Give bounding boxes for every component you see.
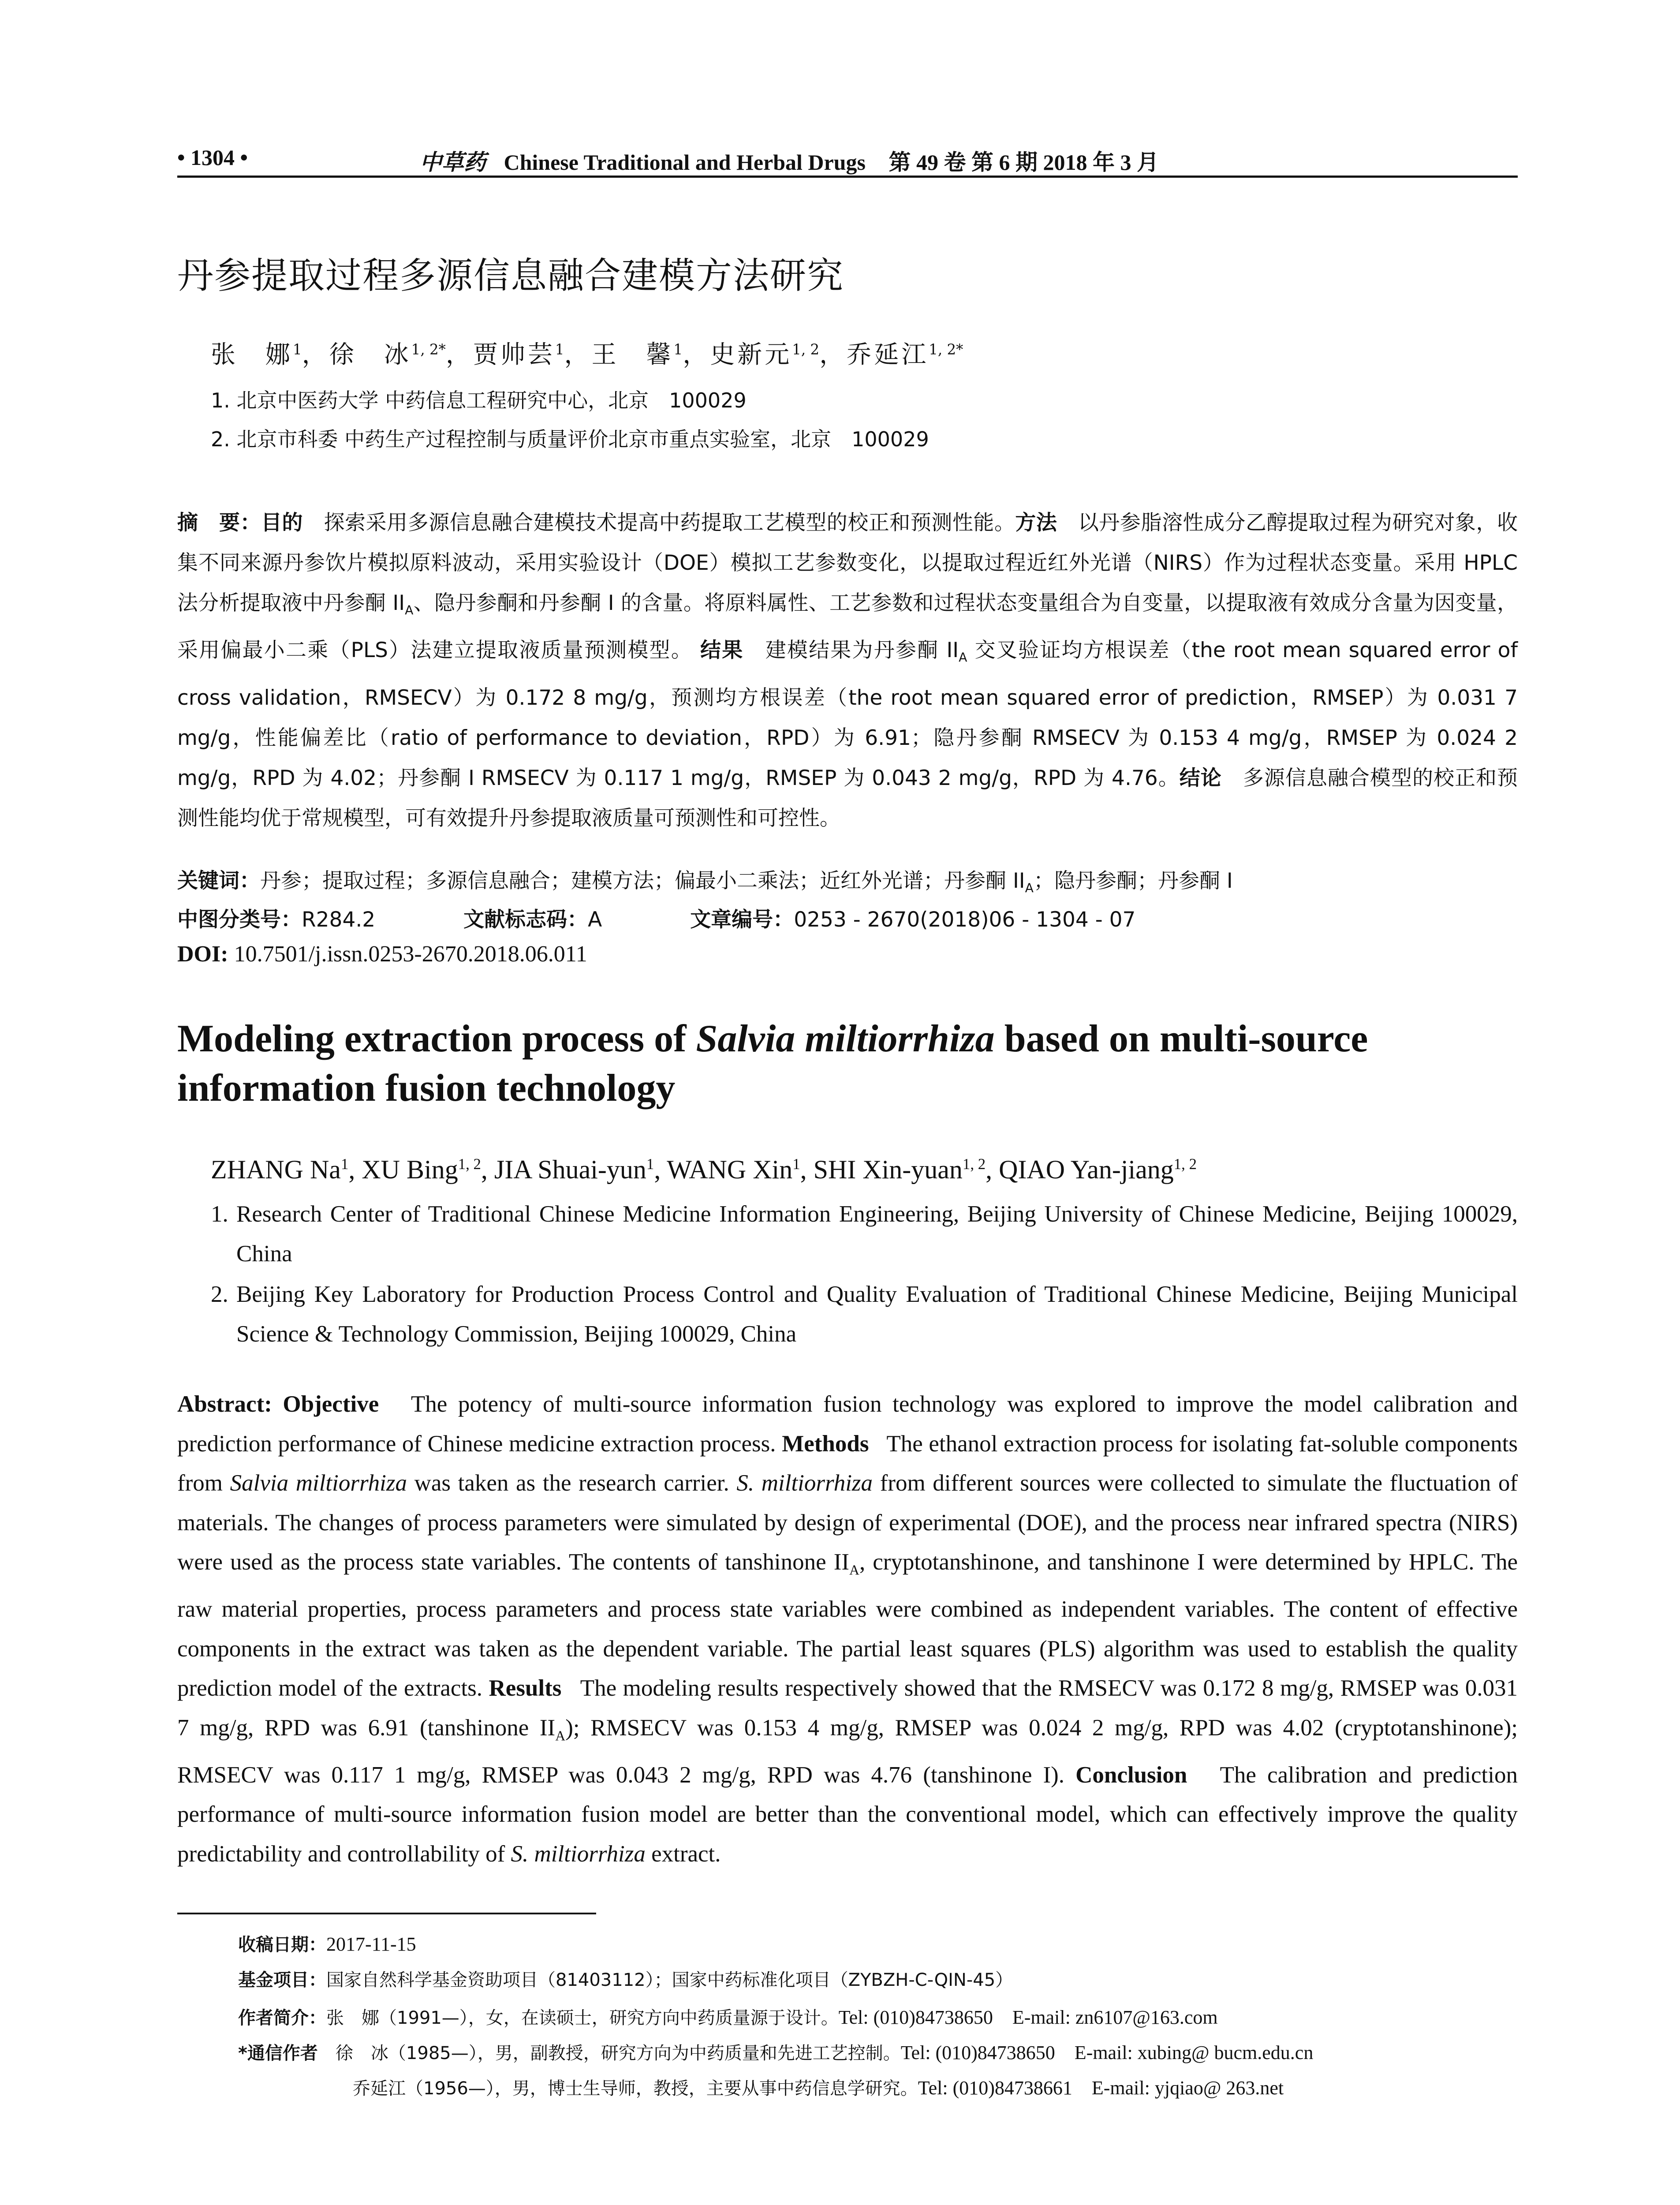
doi-line: DOI: 10.7501/j.issn.0253-2670.2018.06.011	[177, 942, 587, 967]
footnote-rule	[177, 1913, 596, 1914]
cn-title: 丹参提取过程多源信息融合建模方法研究	[177, 255, 844, 297]
footnote-corresponding-2: 乔延江（1956—），男，博士生导师，教授，主要从事中药信息学研究。Tel: (010)84738661 E-mail: yjqiao@ 263.net	[353, 2077, 1284, 2099]
cn-abstract: 摘 要：目的 探索采用多源信息融合建模技术提高中药提取工艺模型的校正和预测性能。方法 以丹参脂溶性成分乙醇提取过程为研究对象，收集不同来源丹参饮片模拟原料波动，采用实验设计（DOE）模拟工艺参数变化，以提取过程近红外光谱（NIRS）作为过程状态变量。采用 HPLC 法分析提取液中丹参酮 $II_A$、隐丹参酮和丹参酮 I 的含量。将原料属性、工艺参数和过程状态变量组合为自变量，以提取液有效成分含量为因变量，采用偏最小二乘（PLS）法建立提取液质量预测模型。 结果 建模结果为丹参酮 $II_A$ 交叉验证均方根误差（the root mean squared error of cross validation，RMSECV）为 0.172 8 mg/g，预测均方根误差（the root mean squared error of prediction，RMSEP）为 0.031 7 mg/g，性能偏差比（ratio of performance to deviation，RPD）为 6.91；隐丹参酮 RMSECV 为 0.153 4 mg/g，RMSEP 为 0.024 2 mg/g，RPD 为 4.02；丹参酮 I RMSECV 为 0.117 1 mg/g，RMSEP 为 0.043 2 mg/g，RPD 为 4.76。结论 多源信息融合模型的校正和预测性能均优于常规模型，可有效提升丹参提取液质量可预测性和可控性。	[177, 511, 1518, 830]
en-author: XU Bing$^{1, 2}$	[362, 1155, 481, 1184]
cn-author: 徐 冰$^{1, 2*}$	[329, 340, 446, 369]
en-affiliation: 1. Research Center of Traditional Chinese Medicine Information Engineering, Beijing University of Chinese Medicine, Beijing 100029, China	[211, 1201, 1518, 1267]
en-title: Modeling extraction process of Salvia miltiorrhiza based on multi-source information fusion technology	[177, 1017, 1368, 1110]
cn-results-label: 结果	[700, 638, 744, 663]
cn-methods-label: 方法	[1015, 511, 1057, 535]
journal-logo: 中草药	[420, 149, 486, 175]
en-abstract-label: Abstract:	[177, 1391, 272, 1417]
page-number: • 1304 •	[177, 145, 248, 170]
en-author: SHI Xin-yuan$^{1, 2}$	[813, 1155, 986, 1184]
cn-abstract-label: 摘 要：	[177, 511, 261, 535]
en-objective-label: Objective	[283, 1391, 379, 1417]
cn-author: 乔延江$^{1, 2*}$	[847, 340, 963, 369]
cn-keywords: 关键词：丹参；提取过程；多源信息融合；建模方法；偏最小二乘法；近红外光谱；丹参酮 $II_A$；隐丹参酮；丹参酮 I	[177, 869, 1233, 896]
en-author: ZHANG Na$^1$	[211, 1155, 349, 1184]
cn-author: 张 娜$^1$	[211, 340, 302, 369]
cn-author-list: 张 娜$^1$，徐 冰$^{1, 2*}$，贾帅芸$^1$，王 馨$^1$，史新元$^{1, 2}$，乔延江$^{1, 2*}$	[211, 340, 963, 369]
journal-name: Chinese Traditional and Herbal Drugs	[504, 150, 866, 175]
footnote-author: 作者简介：张 娜（1991—），女，在读硕士，研究方向中药质量源于设计。Tel: (010)84738650 E-mail: zn6107@163.com	[238, 2007, 1218, 2028]
cn-classification: 中图分类号：R284.2 文献标志码：A 文章编号：0253 - 2670(2018)06 - 1304 - 07	[177, 908, 1136, 932]
cn-author: 史新元$^{1, 2}$	[710, 340, 820, 369]
footnote-corresponding-1: *通信作者 徐 冰（1985—），男，副教授，研究方向为中药质量和先进工艺控制。Tel: (010)84738650 E-mail: xubing@ bucm.edu.cn	[238, 2042, 1314, 2063]
footnote-fund: 基金项目：国家自然科学基金资助项目（81403112）；国家中药标准化项目（ZYBZH-C-QIN-45）	[238, 1970, 1013, 1990]
en-conclusion-label: Conclusion	[1075, 1762, 1187, 1788]
en-author-list: ZHANG Na$^1$, XU Bing$^{1, 2}$, JIA Shuai-yun$^1$, WANG Xin$^1$, SHI Xin-yuan$^{1, 2}$, QIAO Yan-jiang$^{1, 2}$	[211, 1155, 1197, 1184]
en-author: QIAO Yan-jiang$^{1, 2}$	[999, 1155, 1197, 1184]
en-results-label: Results	[489, 1675, 562, 1701]
cn-objective-text: 探索采用多源信息融合建模技术提高中药提取工艺模型的校正和预测性能。	[324, 511, 1015, 535]
header-rule	[177, 176, 1518, 178]
en-methods-label: Methods	[782, 1431, 869, 1457]
running-header	[177, 140, 1518, 180]
issue-info: 第 49 卷 第 6 期 2018 年 3 月	[889, 150, 1159, 175]
cn-affiliation: 2. 北京市科委 中药生产过程控制与质量评价北京市重点实验室，北京 100029	[211, 427, 929, 451]
en-abstract: Abstract: Objective The potency of multi-source information fusion technology was explored to improve the model calibration and prediction performance of Chinese medicine extraction process. Methods The ethanol extraction process for isolating fat-soluble components from Salvia miltiorrhiza was taken as the research carrier. S. miltiorrhiza from different sources were collected to simulate the fluctuation of materials. The changes of process parameters were simulated by design of experimental (DOE), and the process near infrared spectra (NIRS) were used as the process state variables. The contents of tanshinone $II_A$, cryptotanshinone, and tanshinone I were determined by HPLC. The raw material properties, process parameters and process state variables were combined as independent variables. The content of effective components in the extract was taken as the dependent variable. The partial least squares (PLS) algorithm was used to establish the quality prediction model of the extracts. Results The modeling results respectively showed that the RMSECV was 0.172 8 mg/g, RMSEP was 0.031 7 mg/g, RPD was 6.91 (tanshinone $II_A$); RMSECV was 0.153 4 mg/g, RMSEP was 0.024 2 mg/g, RPD was 4.02 (cryptotanshinone); RMSECV was 0.117 1 mg/g, RMSEP was 0.043 2 mg/g, RPD was 4.76 (tanshinone I). Conclusion The calibration and prediction performance of multi-source information fusion model are better than the conventional model, which can effectively improve the quality predictability and controllability of S. miltiorrhiza extract.	[177, 1391, 1518, 1867]
en-author: JIA Shuai-yun$^1$	[494, 1155, 654, 1184]
cn-objective-label: 目的	[261, 511, 303, 535]
journal-header	[420, 145, 1159, 176]
cn-conclusion-label: 结论	[1179, 766, 1222, 790]
doi-link[interactable]: 10.7501/j.issn.0253-2670.2018.06.011	[234, 942, 587, 967]
footnote-received: 收稿日期：2017-11-15	[238, 1933, 416, 1955]
cn-affiliation: 1. 北京中医药大学 中药信息工程研究中心，北京 100029	[211, 389, 747, 412]
cn-author: 王 馨$^1$	[591, 340, 683, 369]
cn-author: 贾帅芸$^1$	[473, 340, 564, 369]
en-affiliation: 2. Beijing Key Laboratory for Production Process Control and Quality Evaluation of Traditional Chinese Medicine, Beijing Municipal Science & Technology Commission, Beijing 100029, China	[211, 1282, 1518, 1347]
en-author: WANG Xin$^1$	[667, 1155, 800, 1184]
